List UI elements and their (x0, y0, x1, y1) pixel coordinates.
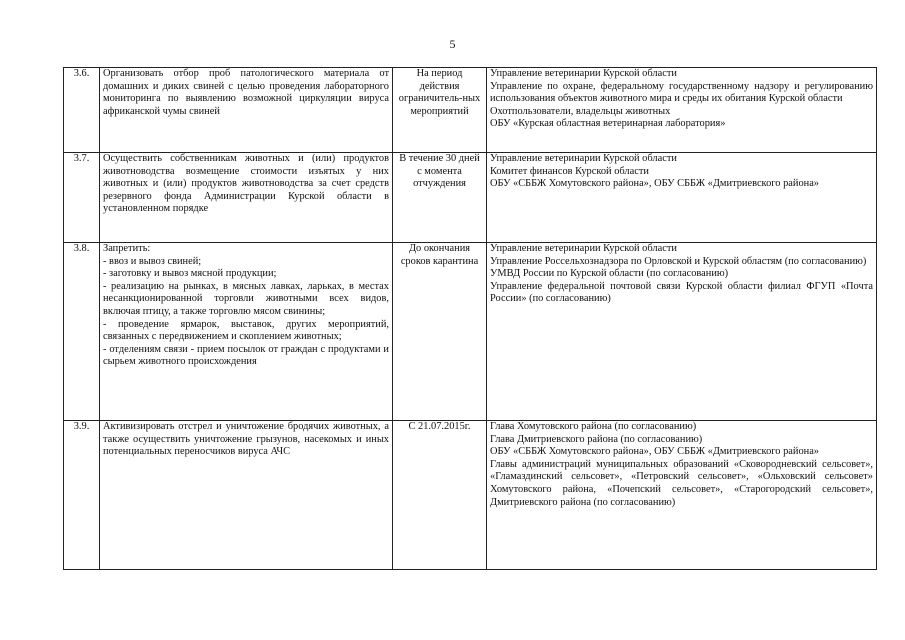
table-row (64, 68, 877, 153)
executor-line: Управление ветеринарии Курской области (490, 153, 677, 164)
executor-line: Управление ветеринарии Курской области (490, 68, 677, 79)
executors-cell (487, 421, 877, 570)
deadline-cell: На период действия ограничитель-ных мероприятий (393, 68, 487, 153)
task-cell: Активизировать отстрел и уничтожение бродячих животных, а также осуществить уничтожение грызунов, насекомых и иных потенциальных переносчиков вируса АЧС (100, 421, 393, 570)
deadline-cell: В течение 30 дней с момента отчуждения (393, 153, 487, 243)
deadline-cell: С 21.07.2015г. (393, 421, 487, 570)
deadline-cell: До окончания сроков карантина (393, 243, 487, 421)
task-cell: Осуществить собственникам животных и (или) продуктов животноводства возмещение стоимости изъятых у них животных и (или) продуктов животноводства за счет средств резервного фонда Администрации Курской области в установленном порядке (100, 153, 393, 243)
executor-line: Глава Дмитриевского района (по согласованию) (490, 433, 703, 445)
executor-line: Управление по охране, федеральному государственному надзору и регулированию использования объектов животного мира и среды их обитания Курской области (490, 80, 873, 105)
item-number: 3.7. (64, 153, 100, 243)
executor-line: Главы администраций муниципальных образований «Сковородневский сельсовет», «Гламаздинский сельсовет», «Петровский сельсовет», «Ольховский сельсовет» Хомутовского района, «Почепский сельсовет», «Старогородский сельсовет», Дмитриевского района (по согласованию) (490, 458, 873, 508)
item-number: 3.6. (64, 68, 100, 153)
executors-cell (487, 68, 877, 153)
executor-line: Управление Россельхознадзора по Орловской и Курской областям (по согласованию) (490, 255, 867, 267)
executor-line: Управление федеральной почтовой связи Курской области филиал ФГУП «Почта России» (по согласованию) (490, 280, 873, 305)
task-cell (100, 243, 393, 421)
executors-cell (487, 153, 877, 243)
executor-line: ОБУ «Курская областная ветеринарная лаборатория» (490, 118, 726, 130)
executor-line: Комитет финансов Курской области (490, 165, 649, 177)
measures-table (63, 67, 877, 570)
executor-line: УМВД России по Курской области (по согласованию) (490, 268, 729, 280)
task-cell: Организовать отбор проб патологического материала от домашних и диких свиней с целью проведения лабораторного мониторинга по выявлению возможной циркуляции вируса африканской чумы свиней (100, 68, 393, 153)
executor-line: Глава Хомутовского района (по согласованию) (490, 421, 697, 432)
executor-line: Охотпользователи, владельцы животных (490, 105, 671, 117)
executors-cell (487, 243, 877, 421)
executor-line: Управление ветеринарии Курской области (490, 243, 677, 254)
table-row (64, 153, 877, 243)
task-line: Запретить: (103, 243, 151, 254)
task-line: - проведение ярмарок, выставок, других мероприятий, связанных с передвижением и скоплением животных; (103, 318, 389, 343)
table-row (64, 243, 877, 421)
task-line: - заготовку и вывоз мясной продукции; (103, 268, 277, 280)
table-row (64, 421, 877, 570)
page-number: 5 (449, 37, 456, 51)
task-line: - реализацию на рынках, в мясных лавках, ларьках, в местах несанкционированной торговли животными всех видов, включая птицу, а также торговлю мясом свинины; (103, 280, 389, 317)
executor-line: ОБУ «СББЖ Хомутовского района», ОБУ СББЖ «Дмитриевского района» (490, 446, 820, 458)
task-line: - ввоз и вывоз свиней; (103, 255, 202, 267)
executor-line: ОБУ «СББЖ Хомутовского района», ОБУ СББЖ «Дмитриевского района» (490, 178, 820, 190)
task-line: - отделениям связи - прием посылок от граждан с продуктами и сырьем животного происхождения (103, 343, 389, 368)
item-number: 3.9. (64, 421, 100, 570)
item-number: 3.8. (64, 243, 100, 421)
